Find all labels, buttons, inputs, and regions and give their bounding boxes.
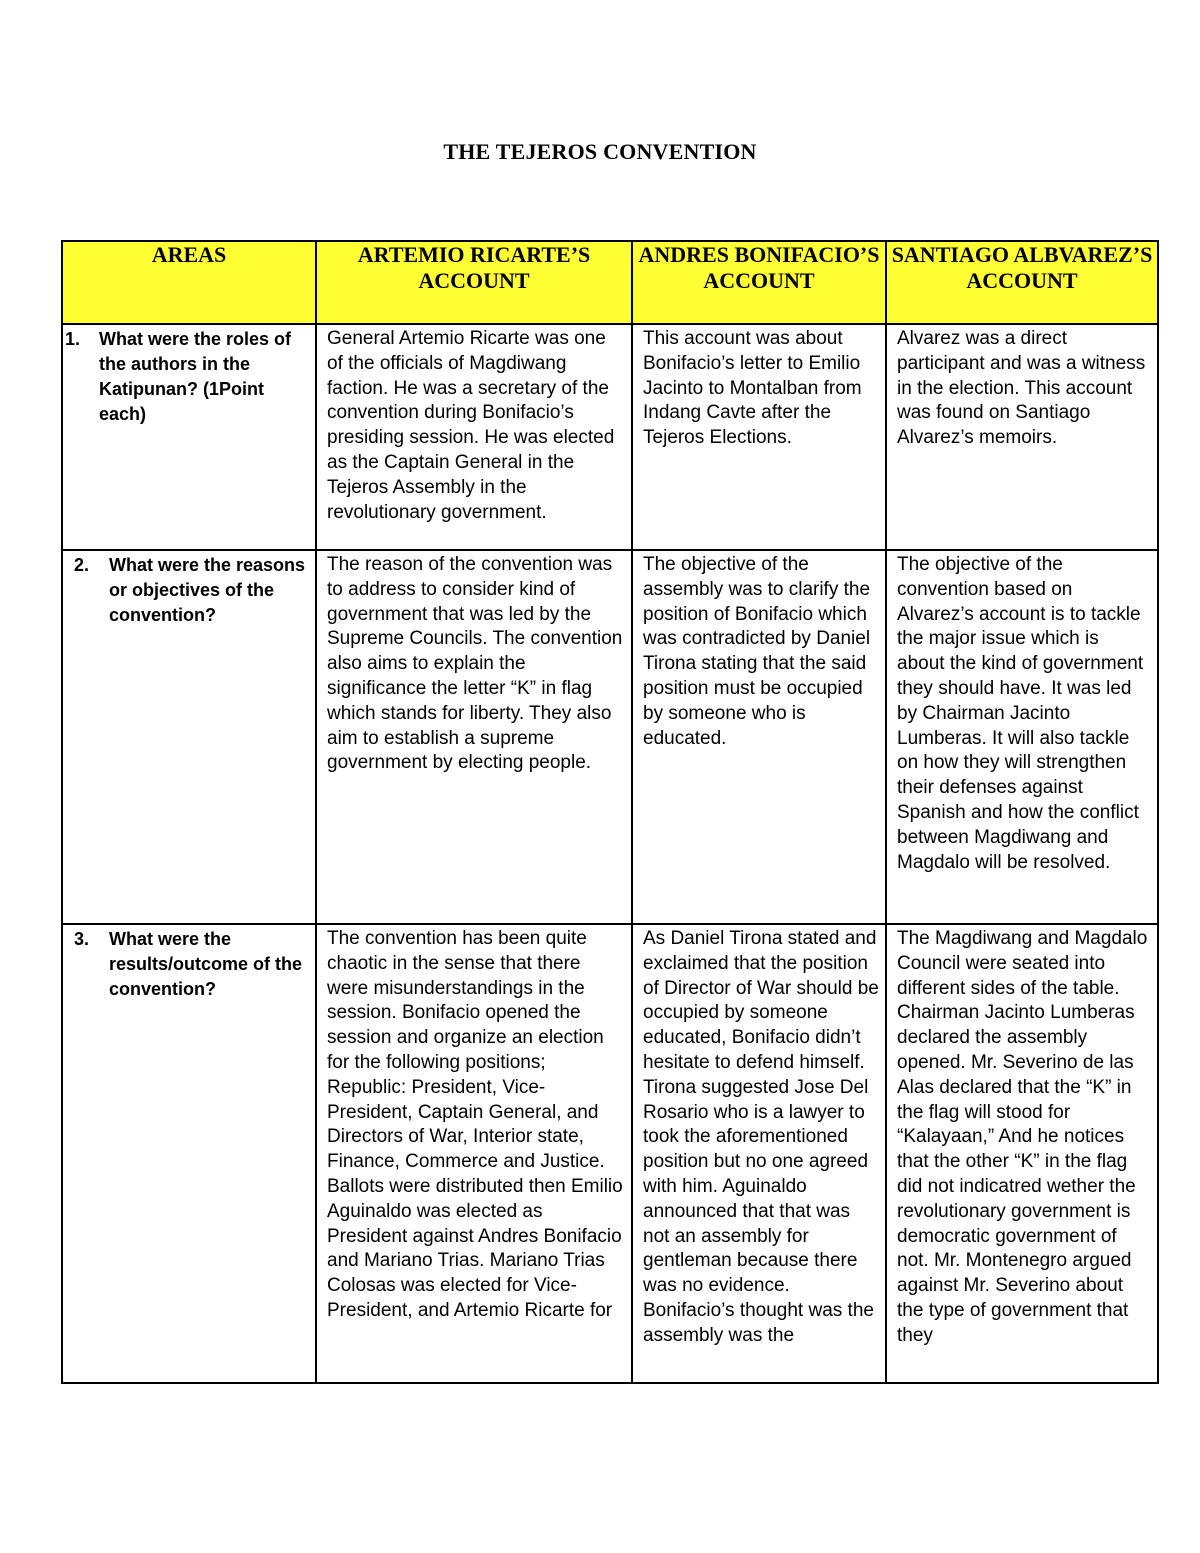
header-alvarez-account: SANTIAGO ALBVAREZ’S ACCOUNT bbox=[886, 241, 1158, 324]
alvarez-answer-cell bbox=[886, 924, 1158, 1383]
table-row bbox=[62, 324, 1158, 550]
ricarte-answer-cell bbox=[316, 924, 632, 1383]
table-row bbox=[62, 550, 1158, 924]
question-text: What were the roles of the authors in the Katipunan? (1Point each) bbox=[99, 329, 292, 424]
header-bonifacio-account: ANDRES BONIFACIO’S ACCOUNT bbox=[632, 241, 886, 324]
question-cell bbox=[62, 550, 316, 924]
ricarte-answer-cell bbox=[316, 324, 632, 550]
ricarte-answer: General Artemio Ricarte was one of the officials of Magdiwang faction. He was a secretary of the convention during Bonifacio’s presiding session. He was elected as the Captain General in the Tejeros Assembly in the revolutionary government. bbox=[327, 328, 615, 523]
bonifacio-answer-cell bbox=[632, 924, 886, 1383]
bonifacio-answer: As Daniel Tirona stated and exclaimed that the position of Director of War should be occupied by someone educated, Bonifacio didn’t hesitate to defend himself. Tirona suggested Jose Del Rosario who is a lawyer to took the aforementioned position but no one agreed with him. Aguinaldo announced that that was not an assembly for gentleman because there was no evidence. Bonifacio’s thought was the assembly was the bbox=[643, 928, 879, 1346]
question-text: What were the results/outcome of the convention? bbox=[109, 929, 303, 999]
alvarez-answer: Alvarez was a direct participant and was a witness in the election. This account was found on Santiago Alvarez’s memoirs. bbox=[897, 328, 1146, 449]
table-header-row bbox=[62, 241, 1158, 324]
alvarez-answer-cell bbox=[886, 324, 1158, 550]
bonifacio-answer: This account was about Bonifacio’s letter to Emilio Jacinto to Montalban from Indang Cavte after the Tejeros Elections. bbox=[643, 328, 862, 449]
ricarte-answer: The convention has been quite chaotic in the sense that there were misunderstandings in the session. Bonifacio opened the session and organize an election for the following positions; Republic: President, Vice-President, Captain General, and Directors of War, Interior state, Finance, Commerce and Justice. Ballots were distributed then Emilio Aguinaldo was elected as President against Andres Bonifacio and Mariano Trias. Mariano Trias Colosas was elected for Vice-President, and Artemio Ricarte for bbox=[327, 928, 623, 1321]
alvarez-answer: The objective of the convention based on Alvarez’s account is to tackle the major issue which is about the kind of government they should have. It was led by Chairman Jacinto Lumberas. It will also tackle on how they will strengthen their defenses against Spanish and how the conflict between Magdiwang and Magdalo will be resolved. bbox=[897, 554, 1144, 873]
ricarte-answer-cell bbox=[316, 550, 632, 924]
bonifacio-answer-cell bbox=[632, 550, 886, 924]
table-row bbox=[62, 924, 1158, 1383]
header-ricarte-account: ARTEMIO RICARTE’S ACCOUNT bbox=[316, 241, 632, 324]
bonifacio-answer-cell bbox=[632, 324, 886, 550]
ricarte-answer: The reason of the convention was to address to consider kind of government that was led by the Supreme Councils. The convention also aims to explain the significance the letter “K” in flag which stands for liberty. They also aim to establish a supreme government by electing people. bbox=[327, 554, 623, 774]
question-number: 1. bbox=[65, 329, 81, 349]
bonifacio-answer: The objective of the assembly was to clarify the position of Bonifacio which was contradicted by Daniel Tirona stating that the said position must be occupied by someone who is educated. bbox=[643, 554, 871, 749]
question-number: 2. bbox=[74, 555, 90, 575]
alvarez-answer-cell bbox=[886, 550, 1158, 924]
header-areas: AREAS bbox=[62, 241, 316, 324]
page-title: THE TEJEROS CONVENTION bbox=[443, 139, 757, 164]
question-cell bbox=[62, 324, 316, 550]
alvarez-answer: The Magdiwang and Magdalo Council were seated into different sides of the table. Chairman Jacinto Lumberas declared the assembly opened. Mr. Severino de las Alas declared that the “K” in the flag will stood for “Kalayaan,” And he notices that the other “K” in the flag did not indicatred wether the revolutionary government is democratic government of not. Mr. Montenegro argued against Mr. Severino about the type of government that they bbox=[897, 928, 1148, 1346]
question-number: 3. bbox=[74, 929, 90, 949]
question-text: What were the reasons or objectives of the convention? bbox=[109, 555, 306, 625]
question-cell bbox=[62, 924, 316, 1383]
convention-table bbox=[61, 240, 1159, 1384]
